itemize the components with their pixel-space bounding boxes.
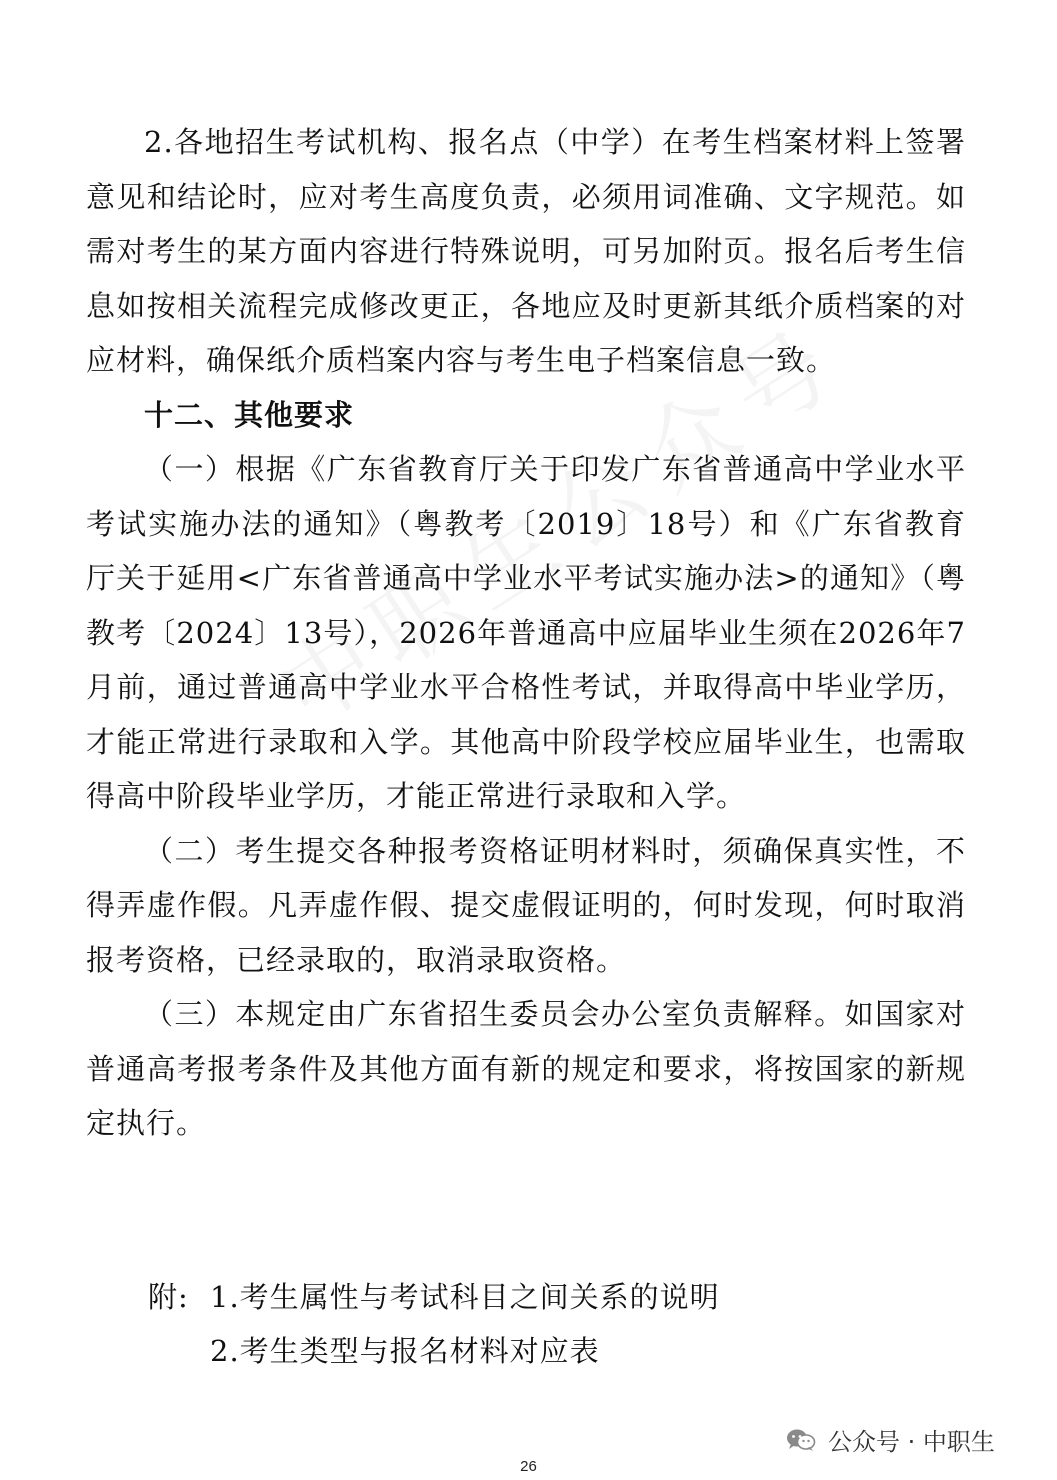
wechat-account-name: 公众号 · 中职生 [828, 1428, 995, 1456]
paragraph-requirement-3: （三）本规定由广东省招生委员会办公室负责解释。如国家对普通高考报考条件及其他方面有新的规定和要求，将按国家的新规定执行。 [86, 997, 966, 1140]
paragraph-requirement-1: （一）根据《广东省教育厅关于印发广东省普通高中学业水平考试实施办法的通知》（粤教考〔2019〕18号）和《广东省教育厅关于延用<广东省普通高中学业水平考试实施办法>的通知》（粤教考〔2024〕13号），2026年普通高中应届毕业生须在2026年7月前，通过普通高中学业水平合格性考试，并取得高中毕业学历，才能正常进行录取和入学。其他高中阶段学校应届毕业生，也需取得高中阶段毕业学历，才能正常进行录取和入学。 [86, 452, 966, 813]
wechat-account-badge [786, 1422, 995, 1457]
attachment-row-2 [148, 1324, 948, 1378]
attachment-prefix: 附: [148, 1280, 189, 1314]
paragraph-requirement-2: （二）考生提交各种报考资格证明材料时，须确保真实性，不得弄虚作假。凡弄虚作假、提交虚假证明的，何时发现，何时取消报考资格，已经录取的，取消录取资格。 [86, 833, 966, 977]
attachment-item-2: 2.考生类型与报名材料对应表 [210, 1334, 600, 1368]
paragraph-archive-signing: 2.各地招生考试机构、报名点（中学）在考生档案材料上签署意见和结论时，应对考生高度负责，必须用词准确、文字规范。如需对考生的某方面内容进行特殊说明，可另加附页。报名后考生信息如按相关流程完成修改更正，各地应及时更新其纸介质档案的对应材料，确保纸介质档案内容与考生电子档案信息一致。 [86, 125, 966, 377]
section-heading-other-requirements: 十二、其他要求 [144, 397, 355, 432]
attachments-list [148, 1270, 948, 1378]
wechat-icon [786, 1428, 816, 1452]
document-body [86, 115, 966, 1151]
attachment-item-1: 1.考生属性与考试科目之间关系的说明 [210, 1280, 720, 1314]
page-number: 26 [520, 1458, 537, 1475]
attachment-row-1 [148, 1270, 948, 1324]
